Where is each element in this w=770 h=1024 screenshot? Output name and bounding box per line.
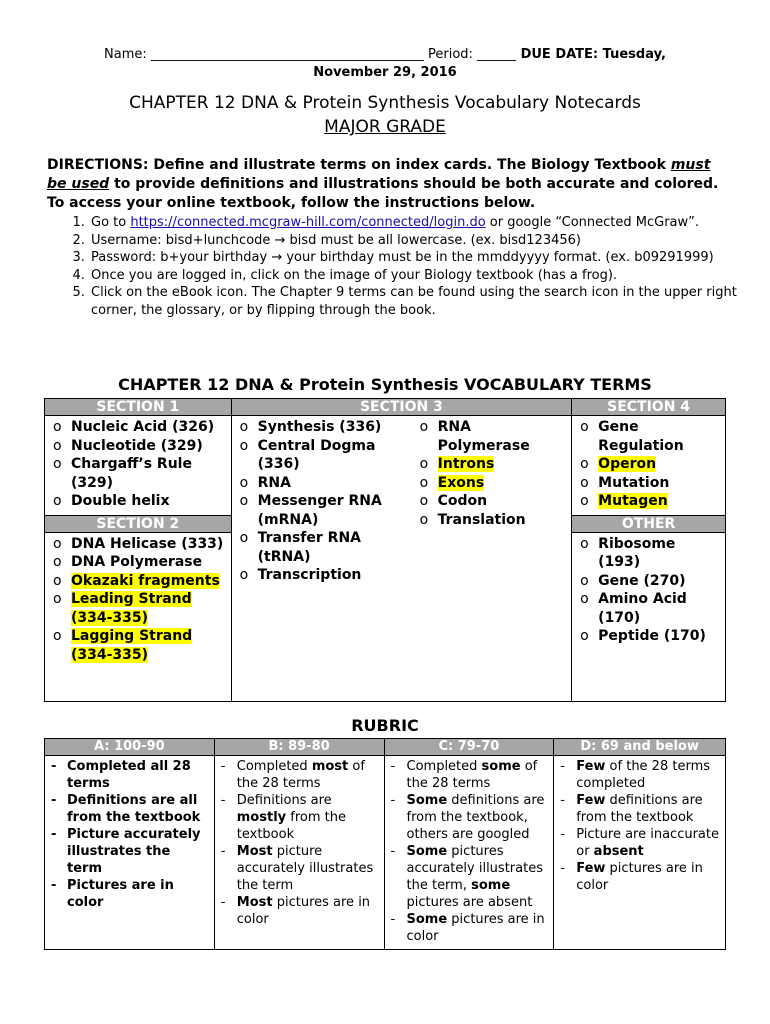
due-date-label: DUE DATE: Tuesday,	[516, 47, 666, 62]
term-item: o Nucleic Acid (326)	[53, 418, 227, 437]
term-item: o RNA	[240, 474, 408, 493]
rubric-emphasis: Some	[406, 912, 448, 927]
term-item	[580, 492, 721, 511]
rubric-item	[391, 758, 550, 792]
rubric-item	[560, 792, 721, 826]
highlighted-term: Okazaki fragments	[71, 572, 220, 589]
term-item	[53, 572, 227, 591]
term-item: o Gene Regulation	[580, 418, 721, 455]
rubric-item	[391, 843, 550, 911]
rubric-emphasis: Few	[576, 861, 606, 876]
rubric-emphasis: most	[311, 759, 349, 774]
other-header: OTHER	[572, 515, 726, 532]
rubric-text: definitions are from the textbook	[576, 793, 703, 825]
section-3-list-a	[232, 416, 412, 589]
textbook-login-link[interactable]: https://connected.mcgraw-hill.com/connected/login.do	[130, 215, 486, 230]
grade-c-cell	[384, 756, 554, 950]
step-5: 5. Click on the eBook icon. The Chapter 9 terms can be found using the search icon in the upper right corner, the glossary, or by flipping through the book.	[89, 284, 769, 319]
directions-emphasis: must be used	[47, 157, 711, 192]
rubric-text: pictures are absent	[406, 895, 533, 910]
term-item: o Messenger RNA (mRNA)	[240, 492, 408, 529]
term-item: o Amino Acid (170)	[580, 590, 721, 627]
rubric-emphasis: Most	[236, 895, 273, 910]
rubric-item	[391, 911, 550, 945]
grade-c-header: C: 79-70	[384, 739, 554, 756]
grade-a-cell	[45, 756, 215, 950]
grade-a-list	[45, 756, 214, 915]
rubric-text: of the 28 terms	[236, 759, 365, 791]
rubric-item: - Picture accurately illustrates the term	[51, 826, 210, 877]
term-item: o Synthesis (336)	[240, 418, 408, 437]
term-item: o Nucleotide (329)	[53, 437, 227, 456]
rubric-item	[221, 758, 380, 792]
name-period-text: Name: __________________________________________ Period: ______	[104, 47, 517, 62]
rubric-text: of the 28 terms completed	[576, 759, 711, 791]
rubric-text: definitions are from the textbook, others are googled	[406, 793, 545, 842]
term-item: o Gene (270)	[580, 572, 721, 591]
rubric-text: of the 28 terms	[406, 759, 538, 791]
rubric-emphasis: Most	[236, 844, 273, 859]
highlighted-term: Introns	[437, 456, 495, 472]
section-3-cell	[231, 416, 572, 702]
other-list	[572, 533, 725, 650]
rubric-item	[560, 758, 721, 792]
grade-c-list	[385, 756, 554, 949]
rubric-text: pictures accurately illustrates the term,	[406, 844, 543, 893]
section-3-columns	[232, 416, 572, 589]
grade-b-cell	[214, 756, 384, 950]
section-1-cell	[45, 416, 232, 516]
term-item: o Codon	[420, 492, 568, 511]
grade-d-header: D: 69 and below	[554, 739, 726, 756]
term-item: o RNA Polymerase	[420, 418, 568, 455]
grade-d-cell	[554, 756, 726, 950]
step-1-pre: Go to	[91, 215, 131, 230]
rubric-item	[221, 792, 380, 843]
grade-a-header: A: 100-90	[45, 739, 215, 756]
directions-part2: to provide definitions and illustrations should be both accurate and colored. To access your online textbook, follow the instructions below.	[47, 176, 719, 211]
section-4-cell	[572, 416, 726, 516]
step-1	[89, 214, 769, 232]
section-1-header: SECTION 1	[45, 399, 232, 416]
page-title: CHAPTER 12 DNA & Protein Synthesis Vocabulary Notecards	[129, 93, 641, 113]
directions-part1: DIRECTIONS: Define and illustrate terms on index cards. The Biology Textbook	[47, 157, 671, 173]
term-item: o Chargaff’s Rule (329)	[53, 455, 227, 492]
rubric-text: Picture are inaccurate or	[576, 827, 719, 859]
section-3-header: SECTION 3	[231, 399, 572, 416]
section-1-list	[45, 416, 231, 515]
highlighted-term: Operon	[598, 456, 657, 472]
term-item	[580, 455, 721, 474]
term-item	[420, 455, 568, 474]
term-item: o Ribosome (193)	[580, 535, 721, 572]
section-4-header: SECTION 4	[572, 399, 726, 416]
rubric-emphasis: mostly	[236, 810, 287, 825]
term-item: o Central Dogma (336)	[240, 437, 408, 474]
term-item	[53, 590, 227, 627]
step-2: 2. Username: bisd+lunchcode → bisd must be all lowercase. (ex. bisd123456)	[89, 232, 769, 250]
due-date-value: November 29, 2016	[313, 65, 457, 80]
rubric-emphasis: Some	[406, 844, 448, 859]
term-item: o Transcription	[240, 566, 408, 585]
rubric-emphasis: Few	[576, 759, 606, 774]
term-item: o DNA Helicase (333)	[53, 535, 227, 554]
rubric-emphasis: some	[481, 759, 521, 774]
term-item: o Peptide (170)	[580, 627, 721, 646]
vocab-table	[44, 398, 726, 702]
section-3-list-b	[412, 416, 572, 533]
rubric-text: pictures are in color	[236, 895, 371, 927]
rubric-item	[221, 843, 380, 894]
term-item	[53, 627, 227, 664]
rubric-text: picture accurately illustrates the term	[236, 844, 374, 893]
highlighted-term: Mutagen	[598, 493, 668, 509]
highlighted-term: Leading Strand (334-335)	[71, 591, 192, 626]
section-4-list	[572, 416, 725, 515]
rubric-text: Definitions are	[236, 793, 332, 808]
directions	[47, 156, 727, 213]
step-4: 4. Once you are logged in, click on the image of your Biology textbook (has a frog).	[89, 267, 769, 285]
rubric-item	[560, 826, 721, 860]
grade-b-header: B: 89-80	[214, 739, 384, 756]
rubric-emphasis: some	[471, 878, 511, 893]
instruction-steps	[47, 214, 769, 319]
term-item: o DNA Polymerase	[53, 553, 227, 572]
grade-d-list	[554, 756, 725, 898]
rubric-emphasis: absent	[593, 844, 644, 859]
section-2-header: SECTION 2	[45, 515, 232, 532]
rubric-item	[391, 792, 550, 843]
step-1-post: or google “Connected McGraw”.	[485, 215, 700, 230]
rubric-text: from the textbook	[236, 810, 346, 842]
highlighted-term: Exons	[437, 474, 485, 491]
highlighted-term: Lagging Strand (334-335)	[71, 628, 193, 663]
section-2-list	[45, 533, 231, 669]
term-item: o Translation	[420, 511, 568, 530]
rubric-table	[44, 738, 726, 950]
term-item	[420, 474, 568, 493]
vocab-title: CHAPTER 12 DNA & Protein Synthesis VOCABULARY TERMS	[118, 375, 652, 394]
rubric-item: - Completed all 28 terms	[51, 758, 210, 792]
rubric-text: pictures are in color	[576, 861, 703, 893]
rubric-text: Completed	[236, 759, 312, 774]
grade-b-list	[215, 756, 384, 932]
rubric-item: - Pictures are in color	[51, 877, 210, 911]
name-period-line	[40, 46, 730, 64]
rubric-item	[221, 894, 380, 928]
step-3: 3. Password: b+your birthday → your birthday must be in the mmddyyyy format. (ex. b09291999)	[89, 249, 769, 267]
rubric-text: Completed	[406, 759, 482, 774]
term-item: o Mutation	[580, 474, 721, 493]
page-subtitle: MAJOR GRADE	[324, 117, 446, 137]
other-cell	[572, 532, 726, 701]
rubric-item: - Definitions are all from the textbook	[51, 792, 210, 826]
rubric-title: RUBRIC	[351, 716, 419, 735]
rubric-item	[560, 860, 721, 894]
rubric-emphasis: Some	[406, 793, 448, 808]
rubric-text: pictures are in color	[406, 912, 545, 944]
term-item: o Transfer RNA (tRNA)	[240, 529, 408, 566]
term-item: o Double helix	[53, 492, 227, 511]
rubric-emphasis: Few	[576, 793, 606, 808]
section-2-cell	[45, 532, 232, 701]
